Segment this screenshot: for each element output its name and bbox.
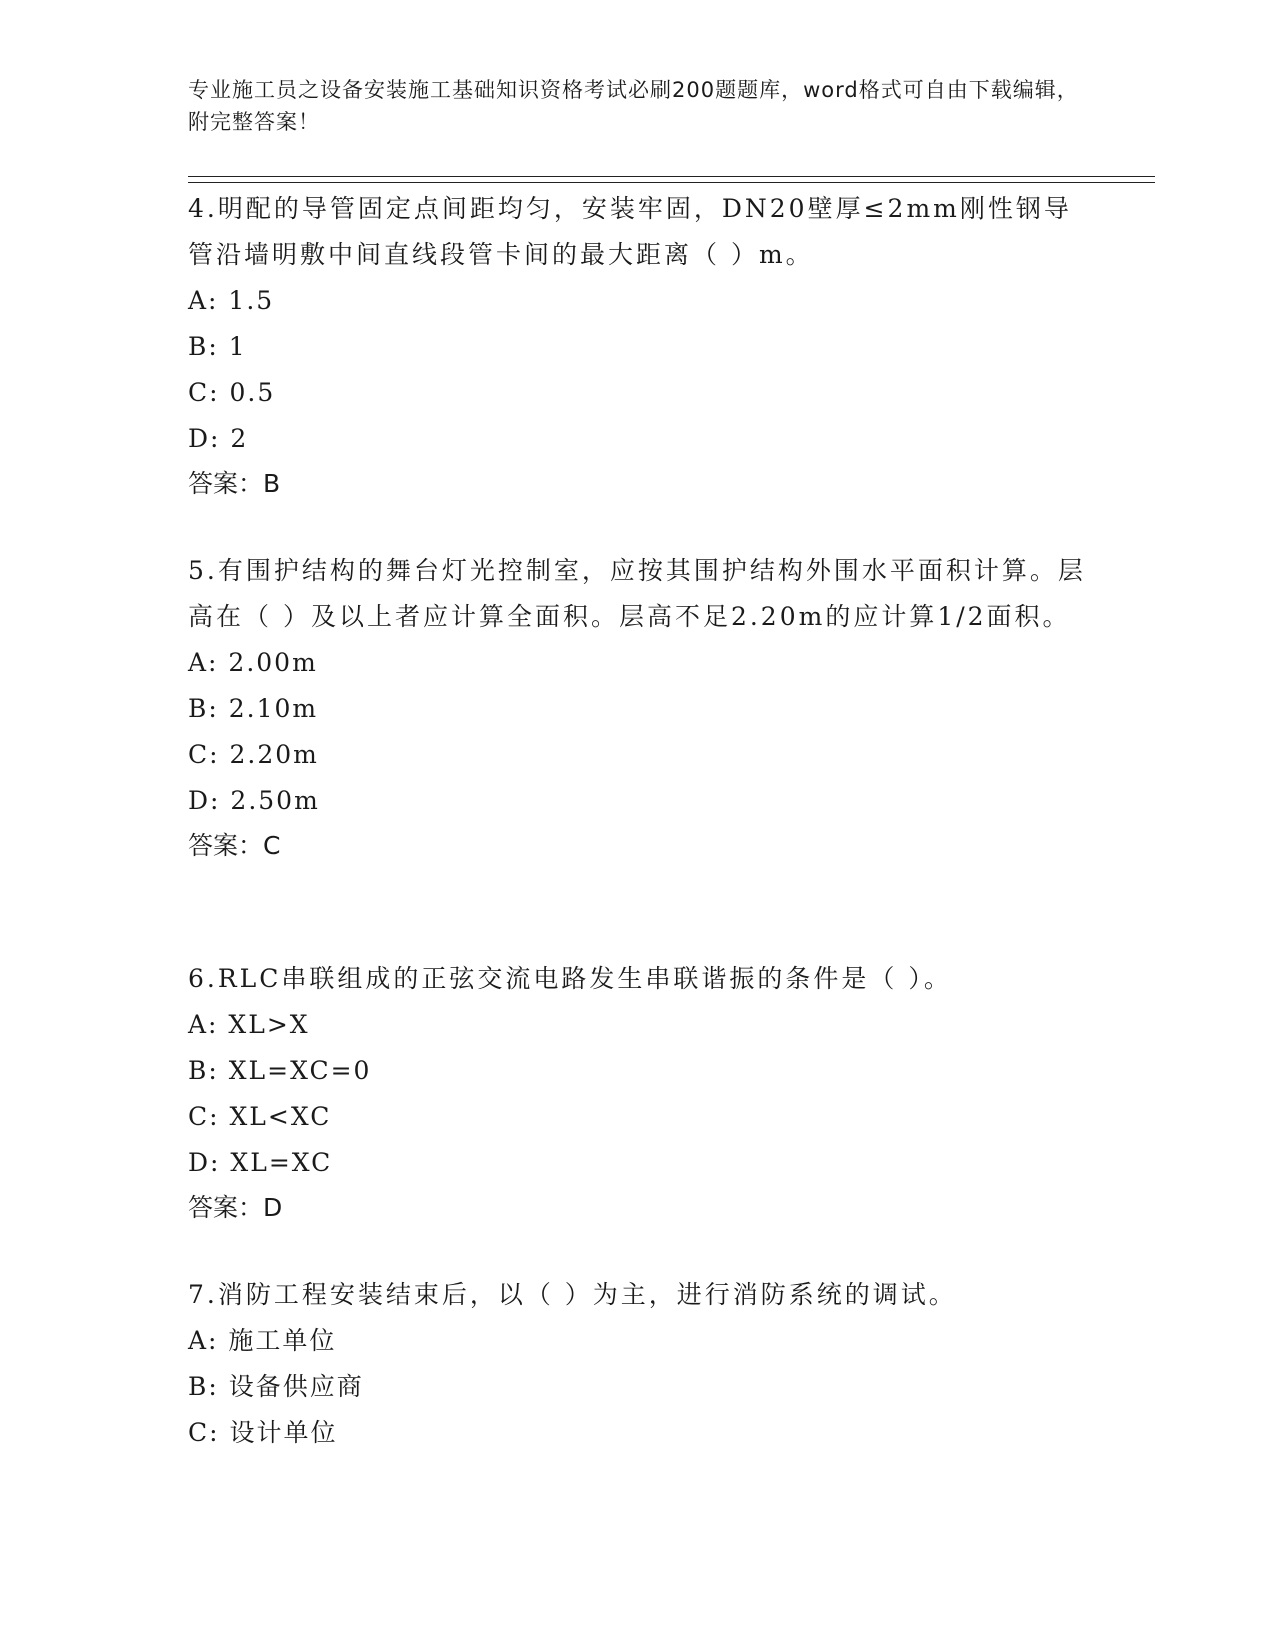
question-5: [188, 548, 1088, 868]
document-header: 专业施工员之设备安装施工基础知识资格考试必刷200题题库，word格式可自由下载编辑，附完整答案！: [188, 78, 1079, 134]
option-a: A: XL>X: [188, 1010, 310, 1039]
header-divider-top: [188, 176, 1155, 177]
option-c: C: 设计单位: [188, 1418, 338, 1447]
option-a: A: 施工单位: [188, 1326, 337, 1355]
option-a: A: 2.00m: [188, 648, 318, 677]
option-a: A: 1.5: [188, 286, 275, 315]
option-b: B: 1: [188, 332, 247, 361]
answer: 答案：C: [188, 831, 281, 860]
answer: 答案：D: [188, 1193, 283, 1222]
option-b: B: XL=XC=0: [188, 1056, 372, 1085]
option-c: C: XL<XC: [188, 1102, 332, 1131]
question-text: 7.消防工程安装结束后，以（ ）为主，进行消防系统的调试。: [188, 1280, 957, 1309]
option-c: C: 0.5: [188, 378, 276, 407]
option-b: B: 设备供应商: [188, 1372, 364, 1401]
option-d: D: XL=XC: [188, 1148, 333, 1177]
option-d: D: 2: [188, 424, 249, 453]
question-text: 4.明配的导管固定点间距均匀，安装牢固，DN20壁厚≤2mm刚性钢导管沿墙明敷中间直线段管卡间的最大距离（ ）m。: [188, 194, 1072, 269]
header-divider-bottom: [188, 182, 1155, 183]
option-b: B: 2.10m: [188, 694, 319, 723]
question-4: [188, 186, 1088, 506]
option-c: C: 2.20m: [188, 740, 319, 769]
answer: 答案：B: [188, 469, 281, 498]
question-text: 5.有围护结构的舞台灯光控制室，应按其围护结构外围水平面积计算。层高在（ ）及以上者应计算全面积。层高不足2.20m的应计算1/2面积。: [188, 556, 1086, 631]
option-d: D: 2.50m: [188, 786, 320, 815]
question-text: 6.RLC串联组成的正弦交流电路发生串联谐振的条件是（ ）。: [188, 964, 952, 993]
question-6: [188, 956, 1088, 1230]
question-7: [188, 1272, 1088, 1456]
